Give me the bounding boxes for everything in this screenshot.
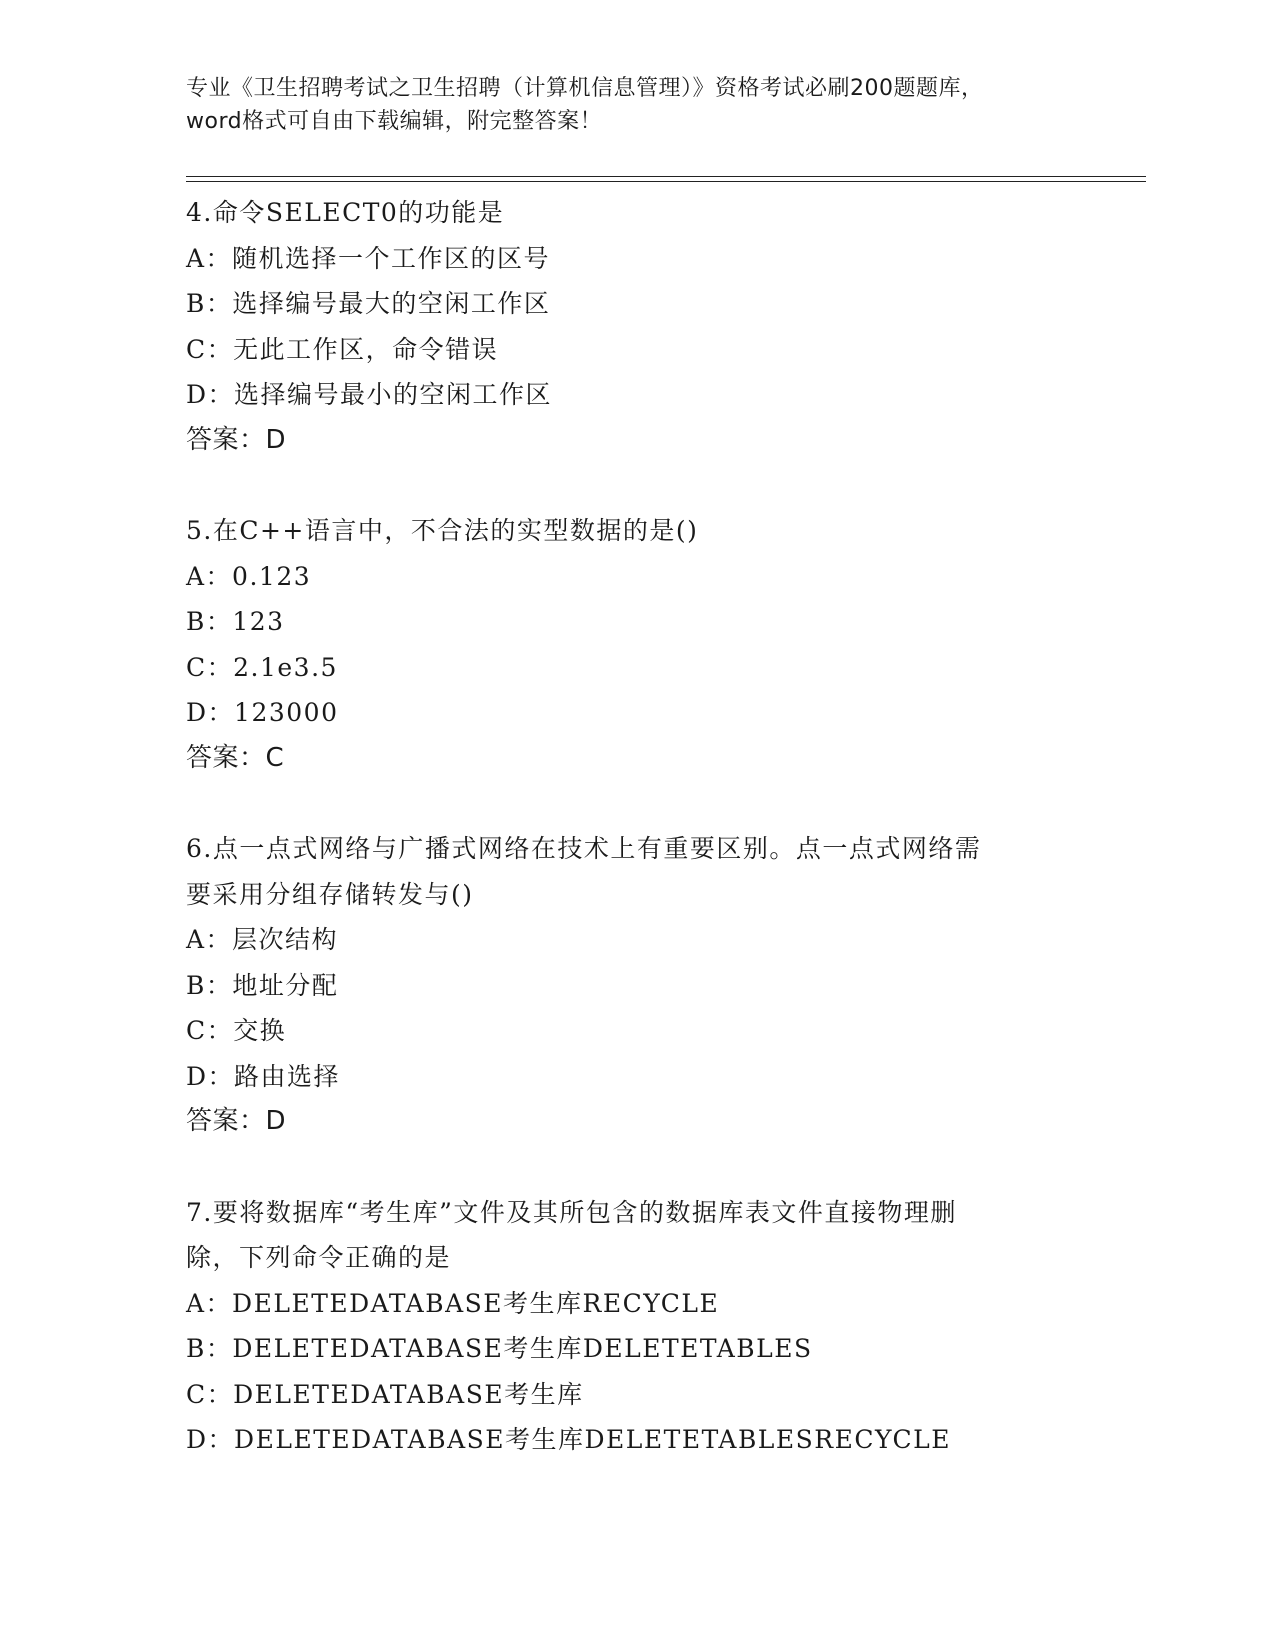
option-d: D：选择编号最小的空闲工作区 [186,380,553,409]
header-line-2: word格式可自由下载编辑，附完整答案！ [186,109,603,134]
question-text: 4.命令SELECT0的功能是 [186,198,505,227]
header-rule-bottom [186,181,1146,182]
option-a: A：随机选择一个工作区的区号 [186,243,551,273]
header-rule-top [186,176,1146,177]
question-5 [186,508,1146,781]
answer: 答案：D [186,424,287,455]
option-a: A：DELETEDATABASE考生库RECYCLE [186,1288,720,1318]
question-4 [186,190,1146,463]
answer: 答案：C [186,742,285,773]
answer: 答案：D [186,1106,287,1136]
option-d: D：123000 [186,698,339,727]
option-b: B：DELETEDATABASE考生库DELETETABLES [186,1334,813,1363]
option-a: A：0.123 [186,561,312,591]
option-b: B：选择编号最大的空闲工作区 [186,289,551,318]
question-text-line-1: 7.要将数据库“考生库”文件及其所包含的数据库表文件直接物理删 [186,1197,957,1227]
question-6 [186,826,1146,1145]
option-a: A：层次结构 [186,925,339,954]
header-line-1: 专业《卫生招聘考试之卫生招聘（计算机信息管理）》资格考试必刷200题题库， [186,76,984,101]
question-text-line-2: 除，下列命令正确的是 [186,1243,452,1272]
option-c: C：DELETEDATABASE考生库 [186,1379,584,1409]
question-7 [186,1190,1146,1463]
question-text: 5.在C++语言中，不合法的实型数据的是() [186,516,699,545]
option-d: D：路由选择 [186,1061,341,1091]
question-text-line-1: 6.点一点式网络与广播式网络在技术上有重要区别。点一点式网络需 [186,834,982,863]
option-c: C：2.1e3.5 [186,652,338,682]
document-header [186,72,1086,138]
option-c: C：无此工作区，命令错误 [186,334,499,364]
question-list [186,190,1146,1463]
option-c: C：交换 [186,1016,287,1045]
option-b: B：123 [186,607,285,636]
question-text-line-2: 要采用分组存储转发与() [186,879,474,909]
option-b: B：地址分配 [186,970,339,1000]
option-d: D：DELETEDATABASE考生库DELETETABLESRECYCLE [186,1425,952,1454]
